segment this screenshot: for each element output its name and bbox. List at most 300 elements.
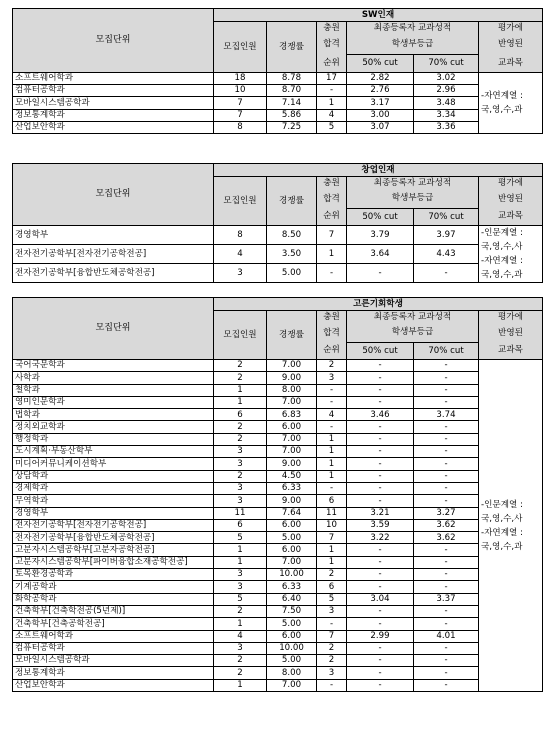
table-row xyxy=(13,470,543,482)
rank-header: 순위 xyxy=(317,209,347,226)
cut50-cell: - xyxy=(347,264,414,283)
recruit-cell: 11 xyxy=(214,507,267,519)
eval-subjects-line: -자연계열 : xyxy=(481,256,523,266)
table-row xyxy=(13,73,543,85)
competition-cell: 6.33 xyxy=(267,581,317,593)
rank-cell: 1 xyxy=(317,544,347,556)
rank-cell: 1 xyxy=(317,556,347,568)
recruit-cell: 3 xyxy=(214,642,267,654)
cut50-cell: - xyxy=(347,544,414,556)
table-row xyxy=(13,655,543,667)
competition-cell: 6.33 xyxy=(267,482,317,494)
cut50-cell: - xyxy=(347,655,414,667)
cut70-cell: - xyxy=(414,458,479,470)
recruit-cell: 2 xyxy=(214,655,267,667)
rank-cell: 6 xyxy=(317,581,347,593)
cut70-cell: - xyxy=(414,642,479,654)
cut50-cell: - xyxy=(347,556,414,568)
cut50-cell: 3.22 xyxy=(347,532,414,544)
eval-subjects-header: 평가에 xyxy=(479,311,543,324)
recruit-cell: 3 xyxy=(214,264,267,283)
unit-cell: 건축학부[건축공학전공] xyxy=(13,618,214,630)
competition-cell: 6.00 xyxy=(267,630,317,642)
cut70-header: 70% cut xyxy=(414,209,479,226)
eval-subjects-header: 평가에 xyxy=(479,22,543,35)
cut50-cell: - xyxy=(347,642,414,654)
cut50-cell: 3.59 xyxy=(347,519,414,531)
table-row xyxy=(13,264,543,283)
recruit-cell: 3 xyxy=(214,446,267,458)
rank-header: 충원 xyxy=(317,311,347,324)
recruit-cell: 1 xyxy=(214,396,267,408)
section-title: 고른기회학생 xyxy=(214,298,543,311)
cut70-cell: - xyxy=(414,605,479,617)
cut50-cell: - xyxy=(347,446,414,458)
cut70-cell: 2.96 xyxy=(414,85,479,97)
eval-subjects-line: -자연계열 : xyxy=(481,527,523,538)
rank-cell: - xyxy=(317,384,347,396)
competition-cell: 4.50 xyxy=(267,470,317,482)
table-row xyxy=(13,97,543,109)
cut50-cell: 3.79 xyxy=(347,226,414,245)
recruit-cell: 2 xyxy=(214,470,267,482)
table-row xyxy=(13,372,543,384)
sw-talent-table xyxy=(12,8,543,134)
cut70-cell: - xyxy=(414,470,479,482)
recruit-cell: 2 xyxy=(214,667,267,679)
cut50-cell: 3.17 xyxy=(347,97,414,109)
competition-cell: 7.50 xyxy=(267,605,317,617)
cut70-cell: 3.27 xyxy=(414,507,479,519)
cut70-cell: - xyxy=(414,569,479,581)
cut70-cell: 3.37 xyxy=(414,593,479,605)
eval-subjects-line: 국,영,수,과 xyxy=(481,541,523,552)
competition-header: 경쟁률 xyxy=(267,177,317,226)
cut70-cell: 3.36 xyxy=(414,121,479,133)
unit-cell: 정치외교학과 xyxy=(13,421,214,433)
unit-cell: 전자전기공학부[전자전기공학전공] xyxy=(13,245,214,264)
competition-cell: 8.50 xyxy=(267,226,317,245)
unit-cell: 무역학과 xyxy=(13,495,214,507)
cut50-cell: - xyxy=(347,372,414,384)
rank-cell: 1 xyxy=(317,470,347,482)
table-row xyxy=(13,245,543,264)
competition-cell: 5.00 xyxy=(267,655,317,667)
recruit-cell: 4 xyxy=(214,245,267,264)
competition-cell: 7.64 xyxy=(267,507,317,519)
rank-cell: 2 xyxy=(317,569,347,581)
recruit-cell: 1 xyxy=(214,556,267,568)
cut70-cell: - xyxy=(414,667,479,679)
unit-cell: 모바일시스템공학과 xyxy=(13,97,214,109)
unit-cell: 정보통계학과 xyxy=(13,667,214,679)
rank-cell: 2 xyxy=(317,642,347,654)
rank-cell: - xyxy=(317,85,347,97)
unit-cell: 기계공학과 xyxy=(13,581,214,593)
cut50-cell: - xyxy=(347,482,414,494)
cut70-cell: - xyxy=(414,421,479,433)
rank-cell: - xyxy=(317,396,347,408)
table-row xyxy=(13,569,543,581)
unit-cell: 모바일시스템공학과 xyxy=(13,655,214,667)
table-row xyxy=(13,495,543,507)
table-row xyxy=(13,121,543,133)
table-row xyxy=(13,109,543,121)
cut70-cell: - xyxy=(414,264,479,283)
table-row xyxy=(13,556,543,568)
rank-cell: - xyxy=(317,618,347,630)
unit-header: 모집단위 xyxy=(13,9,214,73)
unit-cell: 고분자시스템공학부[고분자공학전공] xyxy=(13,544,214,556)
recruit-cell: 8 xyxy=(214,121,267,133)
competition-cell: 7.00 xyxy=(267,433,317,445)
eval-subjects-cell xyxy=(479,73,543,134)
unit-header: 모집단위 xyxy=(13,164,214,226)
cut50-cell: - xyxy=(347,433,414,445)
recruit-cell: 6 xyxy=(214,409,267,421)
competition-cell: 5.00 xyxy=(267,532,317,544)
cut50-header: 50% cut xyxy=(347,55,414,73)
rank-cell: 4 xyxy=(317,409,347,421)
unit-cell: 국어국문학과 xyxy=(13,360,214,372)
rank-cell: 3 xyxy=(317,667,347,679)
cut70-cell: - xyxy=(414,581,479,593)
cut70-cell: - xyxy=(414,360,479,372)
unit-cell: 철학과 xyxy=(13,384,214,396)
recruit-header: 모집인원 xyxy=(214,22,267,73)
recruit-cell: 3 xyxy=(214,458,267,470)
rank-cell: 5 xyxy=(317,121,347,133)
table-row xyxy=(13,532,543,544)
cut50-cell: - xyxy=(347,470,414,482)
cut50-cell: - xyxy=(347,679,414,691)
table-row xyxy=(13,85,543,97)
final-grade-header: 최종등록자 교과성적 xyxy=(347,311,479,324)
competition-header: 경쟁률 xyxy=(267,311,317,360)
recruit-cell: 1 xyxy=(214,544,267,556)
final-grade-header: 최종등록자 교과성적 xyxy=(347,22,479,35)
eval-subjects-line: 국,영,수,과 xyxy=(481,270,523,280)
cut70-cell: - xyxy=(414,679,479,691)
competition-cell: 6.00 xyxy=(267,519,317,531)
table-row xyxy=(13,605,543,617)
cut50-cell: - xyxy=(347,360,414,372)
competition-cell: 6.00 xyxy=(267,421,317,433)
rank-header: 합격 xyxy=(317,35,347,55)
cut50-cell: 2.82 xyxy=(347,73,414,85)
cut70-cell: - xyxy=(414,556,479,568)
competition-cell: 9.00 xyxy=(267,458,317,470)
table-row xyxy=(13,433,543,445)
table-row xyxy=(13,618,543,630)
eval-subjects-line: -인문계열 : xyxy=(481,228,523,238)
unit-cell: 영미인문학과 xyxy=(13,396,214,408)
cut50-cell: 3.64 xyxy=(347,245,414,264)
eval-subjects-header: 교과목 xyxy=(479,343,543,360)
unit-cell: 전자전기공학부[전자전기공학전공] xyxy=(13,519,214,531)
cut70-cell: - xyxy=(414,618,479,630)
eval-subjects-cell xyxy=(479,360,543,692)
rank-cell: 1 xyxy=(317,433,347,445)
competition-cell: 7.00 xyxy=(267,679,317,691)
rank-cell: 1 xyxy=(317,245,347,264)
cut50-header: 50% cut xyxy=(347,209,414,226)
cut50-cell: - xyxy=(347,618,414,630)
eval-subjects-line: 국,영,수,과 xyxy=(481,104,523,115)
recruit-cell: 6 xyxy=(214,519,267,531)
rank-header: 합격 xyxy=(317,324,347,343)
rank-cell: 10 xyxy=(317,519,347,531)
rank-cell: 2 xyxy=(317,655,347,667)
competition-cell: 7.00 xyxy=(267,360,317,372)
competition-cell: 10.00 xyxy=(267,569,317,581)
recruit-cell: 7 xyxy=(214,97,267,109)
section-title: SW인재 xyxy=(214,9,543,22)
competition-cell: 8.00 xyxy=(267,667,317,679)
section-title: 창업인재 xyxy=(214,164,543,177)
competition-header: 경쟁률 xyxy=(267,22,317,73)
final-grade-header: 학생부등급 xyxy=(347,190,479,209)
unit-cell: 경영학부 xyxy=(13,507,214,519)
eval-subjects-header: 교과목 xyxy=(479,55,543,73)
unit-cell: 산업보안학과 xyxy=(13,679,214,691)
table-row xyxy=(13,421,543,433)
rank-cell: - xyxy=(317,679,347,691)
rank-cell: 1 xyxy=(317,458,347,470)
eval-subjects-line: -인문계열 : xyxy=(481,499,523,510)
competition-cell: 3.50 xyxy=(267,245,317,264)
table-row xyxy=(13,458,543,470)
table-row xyxy=(13,544,543,556)
rank-cell: 7 xyxy=(317,532,347,544)
cut50-cell: - xyxy=(347,495,414,507)
cut50-cell: - xyxy=(347,421,414,433)
recruit-cell: 1 xyxy=(214,618,267,630)
competition-cell: 6.83 xyxy=(267,409,317,421)
competition-cell: 6.00 xyxy=(267,544,317,556)
cut70-cell: - xyxy=(414,446,479,458)
recruit-cell: 7 xyxy=(214,109,267,121)
cut70-cell: 3.74 xyxy=(414,409,479,421)
rank-header: 충원 xyxy=(317,177,347,190)
rank-header: 합격 xyxy=(317,190,347,209)
recruit-cell: 3 xyxy=(214,581,267,593)
rank-cell: 4 xyxy=(317,109,347,121)
unit-cell: 전자전기공학부[융합반도체공학전공] xyxy=(13,532,214,544)
recruit-header: 모집인원 xyxy=(214,177,267,226)
competition-cell: 7.25 xyxy=(267,121,317,133)
competition-cell: 7.00 xyxy=(267,556,317,568)
table-row xyxy=(13,396,543,408)
unit-cell: 법학과 xyxy=(13,409,214,421)
cut70-cell: 3.62 xyxy=(414,519,479,531)
unit-cell: 상담학과 xyxy=(13,470,214,482)
competition-cell: 9.00 xyxy=(267,495,317,507)
eval-subjects-line: -자연계열 : xyxy=(481,90,523,101)
unit-cell: 고분자시스템공학부[파이버융합소재공학전공] xyxy=(13,556,214,568)
cut50-cell: - xyxy=(347,458,414,470)
unit-cell: 소프트웨어학과 xyxy=(13,630,214,642)
rank-cell: 11 xyxy=(317,507,347,519)
eval-subjects-header: 반영된 xyxy=(479,324,543,343)
cut70-header: 70% cut xyxy=(414,343,479,360)
cut50-cell: 3.04 xyxy=(347,593,414,605)
unit-cell: 경영학부 xyxy=(13,226,214,245)
rank-cell: 3 xyxy=(317,605,347,617)
cut70-cell: - xyxy=(414,433,479,445)
competition-cell: 5.00 xyxy=(267,264,317,283)
unit-cell: 행정학과 xyxy=(13,433,214,445)
final-grade-header: 학생부등급 xyxy=(347,35,479,55)
cut70-header: 70% cut xyxy=(414,55,479,73)
cut50-cell: 3.21 xyxy=(347,507,414,519)
recruit-cell: 1 xyxy=(214,679,267,691)
recruit-cell: 3 xyxy=(214,495,267,507)
cut70-cell: 3.34 xyxy=(414,109,479,121)
table-row xyxy=(13,446,543,458)
recruit-header: 모집인원 xyxy=(214,311,267,360)
rank-cell: 1 xyxy=(317,446,347,458)
competition-cell: 10.00 xyxy=(267,642,317,654)
cut70-cell: 3.62 xyxy=(414,532,479,544)
rank-cell: - xyxy=(317,482,347,494)
recruit-cell: 4 xyxy=(214,630,267,642)
cut50-header: 50% cut xyxy=(347,343,414,360)
competition-cell: 8.70 xyxy=(267,85,317,97)
recruit-cell: 2 xyxy=(214,421,267,433)
recruit-cell: 1 xyxy=(214,384,267,396)
rank-cell: 7 xyxy=(317,226,347,245)
rank-cell: 1 xyxy=(317,97,347,109)
rank-cell: 3 xyxy=(317,372,347,384)
cut70-cell: 3.97 xyxy=(414,226,479,245)
table-row xyxy=(13,667,543,679)
cut70-cell: - xyxy=(414,384,479,396)
eval-subjects-header: 평가에 xyxy=(479,177,543,190)
table-row xyxy=(13,679,543,691)
table-row xyxy=(13,409,543,421)
table-row xyxy=(13,507,543,519)
competition-cell: 8.00 xyxy=(267,384,317,396)
eval-subjects-header: 반영된 xyxy=(479,35,543,55)
unit-cell: 건축학부[건축학전공(5년제)] xyxy=(13,605,214,617)
cut50-cell: - xyxy=(347,605,414,617)
unit-cell: 도시계획·부동산학부 xyxy=(13,446,214,458)
recruit-cell: 2 xyxy=(214,372,267,384)
unit-cell: 소프트웨어학과 xyxy=(13,73,214,85)
rank-cell: 17 xyxy=(317,73,347,85)
cut50-cell: 2.76 xyxy=(347,85,414,97)
unit-cell: 산업보안학과 xyxy=(13,121,214,133)
table-row xyxy=(13,519,543,531)
cut70-cell: 3.48 xyxy=(414,97,479,109)
table-row xyxy=(13,581,543,593)
eval-subjects-header: 반영된 xyxy=(479,190,543,209)
table-row xyxy=(13,642,543,654)
competition-cell: 7.00 xyxy=(267,396,317,408)
rank-header: 순위 xyxy=(317,55,347,73)
recruit-cell: 3 xyxy=(214,482,267,494)
final-grade-header: 학생부등급 xyxy=(347,324,479,343)
competition-cell: 5.00 xyxy=(267,618,317,630)
competition-cell: 7.14 xyxy=(267,97,317,109)
rank-cell: 2 xyxy=(317,360,347,372)
cut70-cell: - xyxy=(414,396,479,408)
cut50-cell: - xyxy=(347,384,414,396)
rank-header: 충원 xyxy=(317,22,347,35)
recruit-cell: 3 xyxy=(214,569,267,581)
eval-subjects-line: 국,영,수,사 xyxy=(481,242,523,252)
unit-cell: 화학공학과 xyxy=(13,593,214,605)
competition-cell: 8.78 xyxy=(267,73,317,85)
eval-subjects-cell xyxy=(479,226,543,283)
rank-cell: - xyxy=(317,421,347,433)
unit-cell: 정보통계학과 xyxy=(13,109,214,121)
cut50-cell: 3.00 xyxy=(347,109,414,121)
cut70-cell: 4.43 xyxy=(414,245,479,264)
recruit-cell: 8 xyxy=(214,226,267,245)
table-row xyxy=(13,226,543,245)
cut70-cell: - xyxy=(414,372,479,384)
recruit-cell: 2 xyxy=(214,360,267,372)
cut50-cell: 3.07 xyxy=(347,121,414,133)
competition-cell: 7.00 xyxy=(267,446,317,458)
cut50-cell: - xyxy=(347,569,414,581)
startup-talent-table xyxy=(12,163,543,283)
recruit-cell: 2 xyxy=(214,433,267,445)
cut70-cell: 4.01 xyxy=(414,630,479,642)
cut70-cell: 3.02 xyxy=(414,73,479,85)
eval-subjects-header: 교과목 xyxy=(479,209,543,226)
table-row xyxy=(13,593,543,605)
unit-header: 모집단위 xyxy=(13,298,214,360)
competition-cell: 6.40 xyxy=(267,593,317,605)
equal-opportunity-table xyxy=(12,297,543,692)
unit-cell: 전자전기공학부[융합반도체공학전공] xyxy=(13,264,214,283)
cut70-cell: - xyxy=(414,655,479,667)
recruit-cell: 18 xyxy=(214,73,267,85)
cut50-cell: - xyxy=(347,396,414,408)
rank-cell: - xyxy=(317,264,347,283)
recruit-cell: 10 xyxy=(214,85,267,97)
recruit-cell: 2 xyxy=(214,605,267,617)
recruit-cell: 5 xyxy=(214,532,267,544)
cut50-cell: - xyxy=(347,581,414,593)
eval-subjects-line: 국,영,수,사 xyxy=(481,513,523,524)
competition-cell: 9.00 xyxy=(267,372,317,384)
rank-cell: 5 xyxy=(317,593,347,605)
rank-header: 순위 xyxy=(317,343,347,360)
competition-cell: 5.86 xyxy=(267,109,317,121)
unit-cell: 사학과 xyxy=(13,372,214,384)
cut50-cell: - xyxy=(347,667,414,679)
unit-cell: 토목환경공학과 xyxy=(13,569,214,581)
table-row xyxy=(13,630,543,642)
cut70-cell: - xyxy=(414,495,479,507)
cut70-cell: - xyxy=(414,482,479,494)
unit-cell: 미디어커뮤니케이션학부 xyxy=(13,458,214,470)
unit-cell: 컴퓨터공학과 xyxy=(13,85,214,97)
recruit-cell: 5 xyxy=(214,593,267,605)
unit-cell: 경제학과 xyxy=(13,482,214,494)
table-row xyxy=(13,360,543,372)
table-row xyxy=(13,384,543,396)
unit-cell: 컴퓨터공학과 xyxy=(13,642,214,654)
final-grade-header: 최종등록자 교과성적 xyxy=(347,177,479,190)
rank-cell: 6 xyxy=(317,495,347,507)
cut50-cell: 3.46 xyxy=(347,409,414,421)
rank-cell: 7 xyxy=(317,630,347,642)
